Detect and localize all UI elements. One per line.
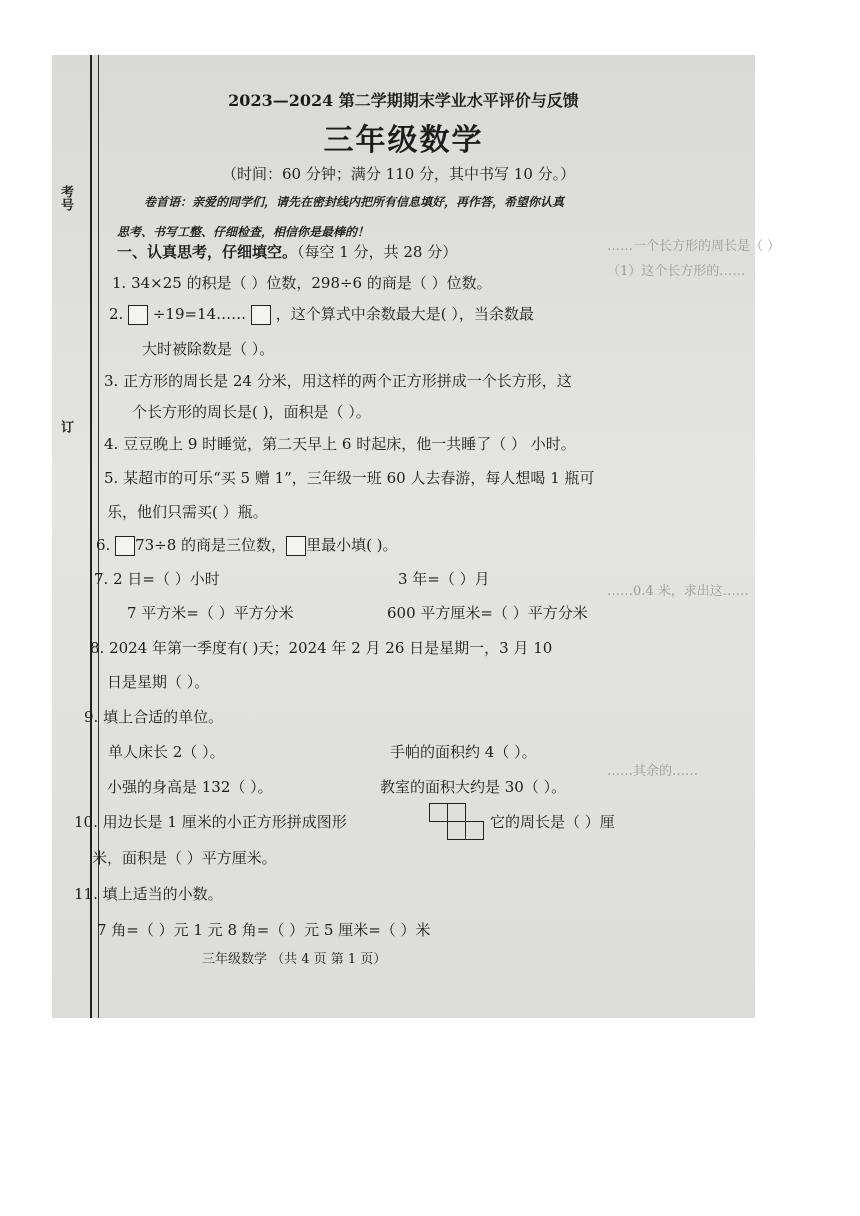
question-9: 9. 填上合适的单位。 [84, 708, 224, 726]
question-9-a: 单人床长 2（ ）。 [108, 743, 225, 761]
question-7-b: 3 年=（ ）月 [398, 570, 490, 588]
question-7-a: 7. 2 日=（ ）小时 [94, 570, 220, 588]
question-3-cont: 个长方形的周长是( )，面积是（ ）。 [132, 403, 371, 421]
question-7-c: 7 平方米=（ ）平方分米 [127, 604, 294, 622]
unit-square [429, 803, 448, 822]
question-6 [96, 534, 398, 556]
section-score: （每空 1 分，共 28 分） [297, 243, 458, 261]
section-heading [117, 241, 457, 262]
preface-note-cont: 思考、书写工整、仔细检查，相信你是最棒的！ [117, 225, 370, 239]
question-number: 6. [96, 536, 116, 554]
question-9-b: 手帕的面积约 4（ ）。 [390, 743, 537, 761]
question-2 [109, 303, 534, 325]
question-4: 4. 豆豆晚上 9 时睡觉，第二天早上 6 时起床，他一共睡了（ ） 小时。 [104, 435, 576, 453]
question-text: 73÷8 的商是三位数， [135, 536, 287, 554]
question-10-cont: 它的周长是（ ）厘 [490, 813, 615, 831]
question-number: 2. [109, 305, 129, 323]
square-figure-diagram [429, 803, 485, 841]
question-5-cont: 乐，他们只需买( ）瓶。 [107, 503, 268, 521]
question-7-d: 600 平方厘米=（ ）平方分米 [387, 604, 588, 622]
page-title: 三年级数学 [323, 123, 484, 158]
blank-box[interactable] [115, 536, 135, 556]
question-10: 10. 用边长是 1 厘米的小正方形拼成图形 [74, 813, 347, 831]
binding-label-bind: 订 [58, 420, 73, 433]
question-8: 8. 2024 年第一季度有( )天；2024 年 2 月 26 日是星期一，3 月 10 [90, 639, 553, 657]
blank-box[interactable] [251, 305, 271, 325]
section-title: 一、认真思考，仔细填空。 [117, 243, 298, 261]
question-11-items: 7 角=（ ）元 1 元 8 角=（ ）元 5 厘米=（ ）米 [97, 921, 431, 939]
preface-note: 卷首语：亲爱的同学们，请先在密封线内把所有信息填好，再作答，希望你认真 [144, 195, 565, 209]
question-text: ÷19=14…… [148, 305, 251, 323]
bleed-through-text: ……0.4 米，求出这…… [607, 584, 749, 599]
question-8-cont: 日是星期（ ）。 [107, 673, 210, 691]
bleed-through-text: ……其余的…… [607, 764, 699, 779]
question-1: 1. 34×25 的积是（ ）位数，298÷6 的商是（ ）位数。 [112, 274, 492, 292]
unit-square [447, 803, 466, 822]
exam-header-line: 2023—2024 第二学期期末学业水平评价与反馈 [228, 91, 579, 110]
binding-line [90, 55, 92, 1018]
question-text: ，这个算式中余数最大是( ），当余数最 [270, 305, 534, 323]
time-note: （时间：60 分钟；满分 110 分，其中书写 10 分。） [222, 165, 576, 183]
page-footer: 三年级数学 （共 4 页 第 1 页） [202, 952, 387, 967]
question-5: 5. 某超市的可乐“买 5 赠 1”，三年级一班 60 人去春游，每人想喝 1 瓶可 [104, 469, 595, 487]
exam-sheet [52, 55, 781, 1018]
blank-box[interactable] [128, 305, 148, 325]
question-text: 里最小填( )。 [306, 536, 398, 554]
unit-square [465, 821, 484, 840]
question-10-line2: 米，面积是（ ）平方厘米。 [92, 849, 277, 867]
binding-label-exam-no: 考号 [58, 185, 73, 211]
question-3: 3. 正方形的周长是 24 分米，用这样的两个正方形拼成一个长方形，这 [104, 372, 572, 390]
question-9-c: 小强的身高是 132（ ）。 [107, 778, 273, 796]
blank-box[interactable] [286, 536, 306, 556]
question-9-d: 教室的面积大约是 30（ ）。 [380, 778, 567, 796]
question-2-cont: 大时被除数是（ ）。 [142, 340, 275, 358]
question-11: 11. 填上适当的小数。 [74, 885, 223, 903]
bleed-through-text: （1）这个长方形的…… [607, 264, 746, 279]
bleed-through-text: ……一个长方形的周长是（ ） [607, 239, 781, 254]
unit-square [447, 821, 466, 840]
